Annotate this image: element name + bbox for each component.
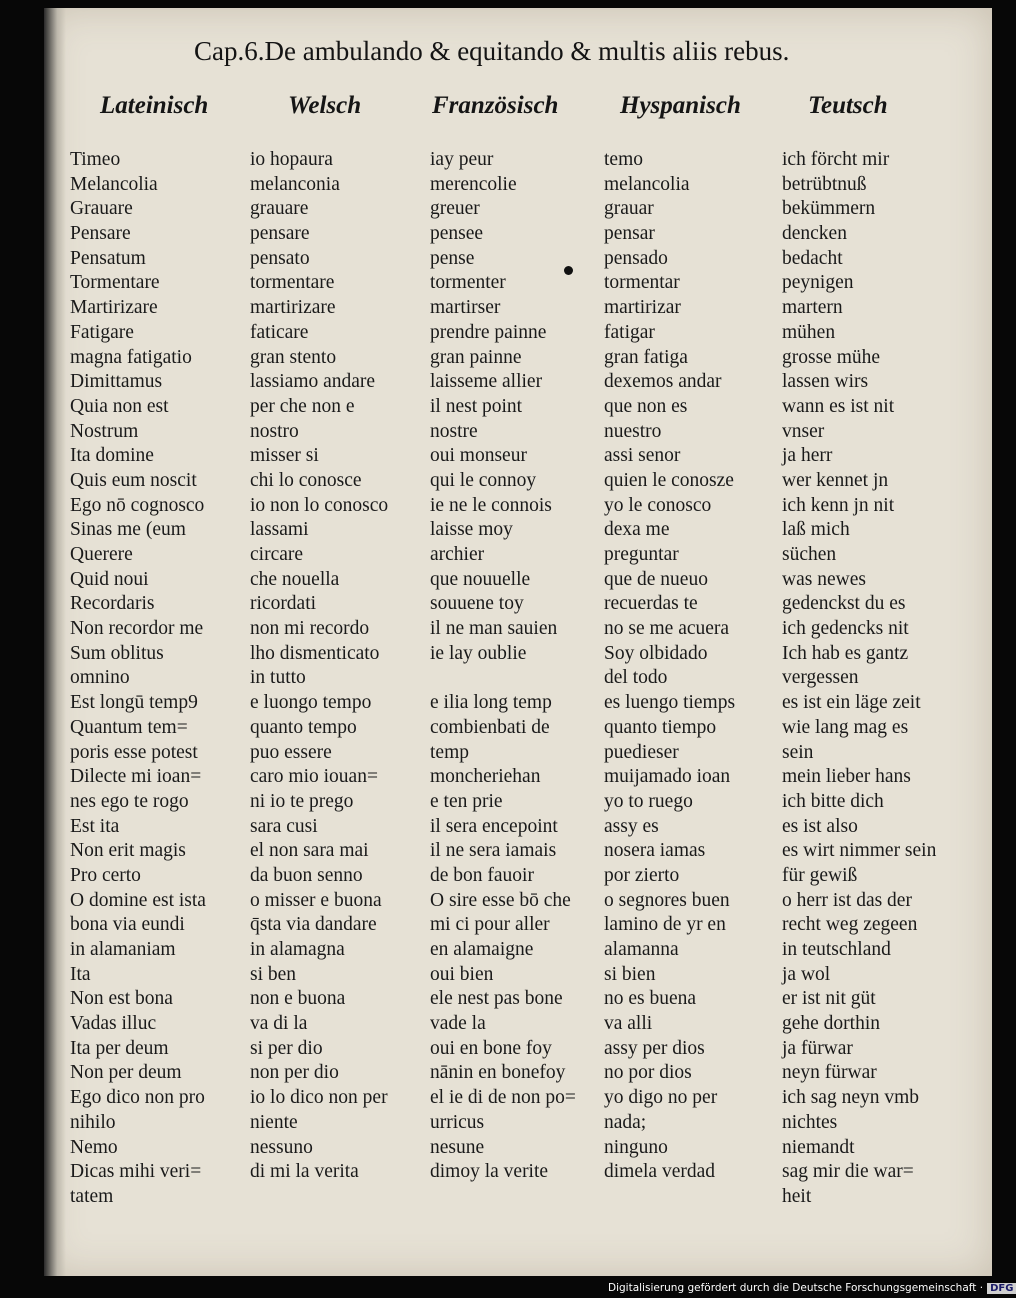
cell-latin: Ego dico non pro <box>70 1087 205 1109</box>
cell-french: que nouuelle <box>430 568 531 590</box>
table-row <box>44 543 992 568</box>
cell-spanish: si bien <box>604 963 656 985</box>
table-row <box>44 222 992 247</box>
cell-latin: Martirizare <box>70 297 158 319</box>
cell-italian: per che non e <box>250 395 355 417</box>
table-row <box>44 666 992 691</box>
table-row <box>44 321 992 346</box>
cell-latin: Dimittamus <box>70 371 163 393</box>
cell-italian: io hopaura <box>250 149 333 170</box>
cell-spanish: puedieser <box>604 741 679 763</box>
cell-german: es ist also <box>782 815 858 837</box>
cell-latin: nihilo <box>70 1111 116 1133</box>
cell-french: souuene toy <box>430 593 524 615</box>
book-page <box>44 8 992 1276</box>
cell-latin: Tormentare <box>70 272 160 294</box>
cell-italian: quanto tempo <box>250 716 357 738</box>
cell-german: gedenckst du es <box>782 593 906 615</box>
cell-spanish: muijamado ioan <box>604 766 731 788</box>
cell-german: ja herr <box>782 445 833 467</box>
cell-latin: Vadas illuc <box>70 1013 157 1035</box>
cell-spanish: no es buena <box>604 988 697 1010</box>
cell-french: gran painne <box>430 346 522 368</box>
cell-german: süchen <box>782 544 837 565</box>
cell-french: tormenter <box>430 272 506 294</box>
cell-german: sein <box>782 741 814 763</box>
cell-latin: Ita domine <box>70 445 154 467</box>
cell-german: gehe dorthin <box>782 1013 881 1035</box>
cell-italian: puo essere <box>250 741 332 763</box>
table-row <box>44 864 992 889</box>
cell-spanish: lamino de yr en <box>604 914 726 936</box>
cell-german: Ich hab es gantz <box>782 642 909 664</box>
cell-spanish: es luengo tiemps <box>604 692 736 714</box>
cell-spanish: va alli <box>604 1013 653 1035</box>
cell-italian: circare <box>250 544 304 565</box>
cell-latin: Nostrum <box>70 420 139 442</box>
table-row <box>44 1086 992 1111</box>
cell-german: ja fürwar <box>782 1037 853 1059</box>
cell-latin: Grauare <box>70 198 133 220</box>
cell-german: vergessen <box>782 667 859 689</box>
cell-french: archier <box>430 544 485 565</box>
cell-latin: Est ita <box>70 815 120 837</box>
cell-french: nānin en bonefoy <box>430 1062 566 1084</box>
table-row <box>44 987 992 1012</box>
table-row <box>44 1160 992 1185</box>
table-row <box>44 815 992 840</box>
cell-spanish: nuestro <box>604 420 662 442</box>
cell-spanish: recuerdas te <box>604 593 698 615</box>
table-row <box>44 765 992 790</box>
cell-italian: non e buona <box>250 988 346 1010</box>
cell-french: oui en bone foy <box>430 1037 552 1059</box>
cell-latin: Dilecte mi ioan= <box>70 766 202 788</box>
cell-italian: lassiamo andare <box>250 371 376 393</box>
cell-italian: melanconia <box>250 173 340 195</box>
cell-latin: Sinas me (eum <box>70 519 186 541</box>
cell-italian: io lo dico non per <box>250 1087 388 1109</box>
table-row <box>44 518 992 543</box>
cell-italian: sara cusi <box>250 815 318 837</box>
cell-latin: Pensatum <box>70 247 146 269</box>
cell-german: bedacht <box>782 247 843 269</box>
cell-german: dencken <box>782 223 847 245</box>
cell-spanish: nada; <box>604 1111 647 1133</box>
cell-spanish: temo <box>604 149 643 170</box>
cell-spanish: quien le conosze <box>604 469 734 491</box>
cell-latin: Quis eum noscit <box>70 469 197 491</box>
cell-latin: Quid noui <box>70 568 149 590</box>
cell-french: nostre <box>430 420 478 442</box>
cell-german: ich sag neyn vmb <box>782 1087 920 1109</box>
cell-french: temp <box>430 741 469 763</box>
cell-spanish: yo to ruego <box>604 790 693 812</box>
cell-german: betrübtnuß <box>782 173 867 195</box>
table-row <box>44 1061 992 1086</box>
cell-french: vade la <box>430 1013 486 1035</box>
cell-french: combienbati de <box>430 716 550 738</box>
cell-german: wann es ist nit <box>782 395 895 417</box>
cell-latin: Quia non est <box>70 395 169 417</box>
cell-latin: Pro certo <box>70 864 141 886</box>
cell-french: greuer <box>430 198 480 220</box>
table-row <box>44 617 992 642</box>
cell-french: dimoy la verite <box>430 1161 549 1183</box>
cell-spanish: pensado <box>604 247 668 269</box>
table-row <box>44 148 992 173</box>
table-row <box>44 1185 992 1210</box>
cell-french: il ne sera iamais <box>430 840 557 862</box>
table-row <box>44 346 992 371</box>
cell-spanish: gran fatiga <box>604 346 688 368</box>
cell-latin: bona via eundi <box>70 914 185 936</box>
cell-italian: pensare <box>250 223 310 245</box>
cell-french: qui le connoy <box>430 469 537 491</box>
cell-italian: lassami <box>250 519 309 541</box>
cell-latin: Melancolia <box>70 173 158 195</box>
cell-spanish: yo le conosco <box>604 494 712 516</box>
column-header-german: Teutsch <box>808 92 888 119</box>
cell-latin: Recordaris <box>70 593 155 615</box>
cell-latin: Sum oblitus <box>70 642 164 664</box>
cell-italian: che nouella <box>250 568 340 590</box>
table-row <box>44 444 992 469</box>
cell-french: O sire esse bō che <box>430 889 571 911</box>
cell-italian: caro mio iouan= <box>250 766 378 788</box>
cell-spanish: yo digo no per <box>604 1087 718 1109</box>
cell-german: bekümmern <box>782 198 876 220</box>
cell-german: martern <box>782 297 843 319</box>
cell-italian: grauare <box>250 198 309 220</box>
table-row <box>44 938 992 963</box>
column-header-latin: Lateinisch <box>100 92 209 119</box>
cell-latin: Querere <box>70 544 133 565</box>
cell-italian: non mi recordo <box>250 618 370 640</box>
cell-spanish: que non es <box>604 395 688 417</box>
cell-french: pensee <box>430 223 484 245</box>
cell-french: laisse moy <box>430 519 513 541</box>
cell-german: sag mir die war= <box>782 1161 914 1183</box>
cell-french: mi ci pour aller <box>430 914 550 936</box>
cell-italian: gran stento <box>250 346 337 368</box>
cell-latin: Quantum tem= <box>70 716 188 738</box>
cell-german: was newes <box>782 568 866 590</box>
cell-latin: Non est bona <box>70 988 173 1010</box>
cell-spanish: dexa me <box>604 519 670 541</box>
cell-spanish: assy per dios <box>604 1037 705 1059</box>
cell-latin: Timeo <box>70 149 121 170</box>
cell-german: vnser <box>782 420 825 442</box>
cell-spanish: o segnores buen <box>604 889 730 911</box>
cell-french: ele nest pas bone <box>430 988 563 1010</box>
cell-latin: in alamaniam <box>70 939 176 960</box>
table-row <box>44 642 992 667</box>
cell-spanish: no se me acuera <box>604 618 730 640</box>
cell-german: wer kennet jn <box>782 469 889 491</box>
cell-italian: nostro <box>250 420 299 442</box>
cell-german: nichtes <box>782 1111 838 1133</box>
cell-german: ja wol <box>782 963 831 985</box>
cell-french: pense <box>430 247 475 269</box>
cell-spanish: dexemos andar <box>604 371 722 393</box>
cell-italian: e luongo tempo <box>250 692 372 714</box>
cell-italian: pensato <box>250 247 310 269</box>
cell-german: niemandt <box>782 1136 855 1158</box>
cell-spanish: alamanna <box>604 939 679 960</box>
cell-italian: di mi la verita <box>250 1161 359 1183</box>
cell-german: neyn fürwar <box>782 1062 877 1084</box>
table-row <box>44 1136 992 1161</box>
cell-french: oui monseur <box>430 445 527 467</box>
credit-text: Digitalisierung gefördert durch die Deutsche Forschungsgemeinschaft · <box>608 1282 984 1294</box>
cell-latin: tatem <box>70 1185 114 1207</box>
cell-italian: niente <box>250 1111 298 1133</box>
cell-spanish: quanto tiempo <box>604 716 717 738</box>
cell-spanish: que de nueuo <box>604 568 708 590</box>
table-row <box>44 1012 992 1037</box>
cell-german: in teutschland <box>782 939 891 960</box>
cell-german: er ist nit güt <box>782 988 876 1010</box>
cell-spanish: fatigar <box>604 321 655 343</box>
table-row <box>44 790 992 815</box>
table-row <box>44 370 992 395</box>
cell-german: heit <box>782 1185 812 1207</box>
cell-latin: Non per deum <box>70 1062 182 1084</box>
table-row <box>44 839 992 864</box>
cell-german: grosse mühe <box>782 346 881 368</box>
dfg-logo: DFG <box>987 1283 1016 1294</box>
cell-german: laß mich <box>782 519 850 541</box>
cell-latin: Ita per deum <box>70 1037 169 1059</box>
table-row <box>44 395 992 420</box>
cell-spanish: dimela verdad <box>604 1161 715 1183</box>
cell-latin: Fatigare <box>70 321 134 343</box>
cell-french: nesune <box>430 1136 485 1158</box>
table-row <box>44 173 992 198</box>
cell-french: il sera encepoint <box>430 815 558 837</box>
cell-latin: omnino <box>70 667 130 689</box>
cell-french: laisseme allier <box>430 371 543 393</box>
cell-italian: misser si <box>250 445 319 467</box>
cell-latin: Dicas mihi veri= <box>70 1161 202 1183</box>
cell-latin: Nemo <box>70 1136 118 1158</box>
vocabulary-table <box>44 148 992 1210</box>
cell-german: es ist ein läge zeit <box>782 692 921 714</box>
cell-german: ich bitte dich <box>782 790 884 812</box>
cell-german: mein lieber hans <box>782 766 911 788</box>
cell-spanish: no por dios <box>604 1062 692 1084</box>
cell-italian: nessuno <box>250 1136 313 1158</box>
cell-italian: chi lo conosce <box>250 469 362 491</box>
cell-french: urricus <box>430 1111 485 1133</box>
table-row <box>44 420 992 445</box>
table-row <box>44 296 992 321</box>
cell-italian: faticare <box>250 321 309 343</box>
cell-french: merencolie <box>430 173 517 195</box>
table-row <box>44 741 992 766</box>
table-row <box>44 1037 992 1062</box>
cell-french: moncheriehan <box>430 766 541 788</box>
cell-german: o herr ist das der <box>782 889 912 911</box>
cell-spanish: melancolia <box>604 173 690 195</box>
cell-latin: nes ego te rogo <box>70 790 189 812</box>
cell-german: ich gedencks nit <box>782 618 909 640</box>
cell-french: ie ne le connois <box>430 494 552 516</box>
cell-latin: poris esse potest <box>70 741 198 763</box>
cell-italian: tormentare <box>250 272 335 294</box>
cell-italian: si ben <box>250 963 297 985</box>
cell-spanish: tormentar <box>604 272 680 294</box>
cell-german: peynigen <box>782 272 854 294</box>
cell-latin: Ego nō cognosco <box>70 494 205 516</box>
cell-spanish: por zierto <box>604 864 680 886</box>
cell-spanish: nosera iamas <box>604 840 706 862</box>
table-row <box>44 494 992 519</box>
cell-latin: Non erit magis <box>70 840 186 862</box>
cell-latin: Pensare <box>70 223 131 245</box>
cell-german: für gewiß <box>782 864 858 886</box>
cell-french: il nest point <box>430 395 523 417</box>
column-header-french: Französisch <box>432 92 559 119</box>
cell-french: prendre painne <box>430 321 547 343</box>
cell-spanish: assi senor <box>604 445 681 467</box>
cell-spanish: martirizar <box>604 297 681 319</box>
cell-italian: martirizare <box>250 297 336 319</box>
cell-german: ich kenn jn nit <box>782 494 895 516</box>
cell-spanish: Soy olbidado <box>604 642 708 664</box>
cell-french: e ilia long temp <box>430 692 552 714</box>
cell-french: e ten prie <box>430 790 503 812</box>
table-row <box>44 197 992 222</box>
cell-french: iay peur <box>430 149 494 170</box>
cell-spanish: pensar <box>604 223 655 245</box>
cell-italian: q̄sta via dandare <box>250 914 377 936</box>
cell-italian: lho dismenticato <box>250 642 380 664</box>
cell-german: recht weg zegeen <box>782 914 918 936</box>
table-row <box>44 716 992 741</box>
cell-italian: si per dio <box>250 1037 323 1059</box>
cell-italian: ni io te prego <box>250 790 354 812</box>
cell-latin: magna fatigatio <box>70 346 192 368</box>
table-row <box>44 963 992 988</box>
cell-french: martirser <box>430 297 501 319</box>
table-row <box>44 691 992 716</box>
cell-latin: Ita <box>70 963 91 985</box>
cell-french: de bon fauoir <box>430 864 534 886</box>
cell-french: ie lay oublie <box>430 642 527 664</box>
cell-latin: O domine est ista <box>70 889 206 911</box>
cell-german: ich förcht mir <box>782 149 890 170</box>
cell-german: wie lang mag es <box>782 716 909 738</box>
cell-french: il ne man sauien <box>430 618 558 640</box>
table-row <box>44 913 992 938</box>
cell-french: el ie di de non po= <box>430 1087 576 1109</box>
table-row <box>44 568 992 593</box>
column-header-italian: Welsch <box>288 92 362 119</box>
table-row <box>44 469 992 494</box>
cell-spanish: grauar <box>604 198 654 220</box>
cell-italian: in tutto <box>250 667 306 689</box>
cell-spanish: assy es <box>604 815 659 837</box>
cell-italian: o misser e buona <box>250 889 382 911</box>
table-row <box>44 271 992 296</box>
cell-italian: in alamagna <box>250 939 345 960</box>
cell-german: mühen <box>782 321 836 343</box>
cell-italian: io non lo conosco <box>250 494 389 516</box>
cell-spanish: ninguno <box>604 1136 668 1158</box>
cell-italian: ricordati <box>250 593 317 615</box>
cell-italian: el non sara mai <box>250 840 369 862</box>
chapter-heading: Cap.6.De ambulando & equitando & multis aliis rebus. <box>194 36 790 66</box>
cell-german: es wirt nimmer sein <box>782 840 937 862</box>
table-row <box>44 247 992 272</box>
cell-italian: non per dio <box>250 1062 339 1084</box>
table-row <box>44 1111 992 1136</box>
cell-french: en alamaigne <box>430 939 534 960</box>
cell-spanish: del todo <box>604 667 668 689</box>
table-row <box>44 592 992 617</box>
cell-spanish: preguntar <box>604 544 679 565</box>
cell-german: lassen wirs <box>782 371 869 393</box>
cell-latin: Est longū temp9 <box>70 692 198 714</box>
column-headers <box>44 92 992 132</box>
cell-italian: va di la <box>250 1013 308 1035</box>
column-header-spanish: Hyspanisch <box>620 92 741 119</box>
cell-french: oui bien <box>430 963 494 985</box>
digitization-credit <box>608 1282 1014 1296</box>
cell-italian: da buon senno <box>250 864 363 886</box>
cell-latin: Non recordor me <box>70 618 204 640</box>
table-row <box>44 889 992 914</box>
